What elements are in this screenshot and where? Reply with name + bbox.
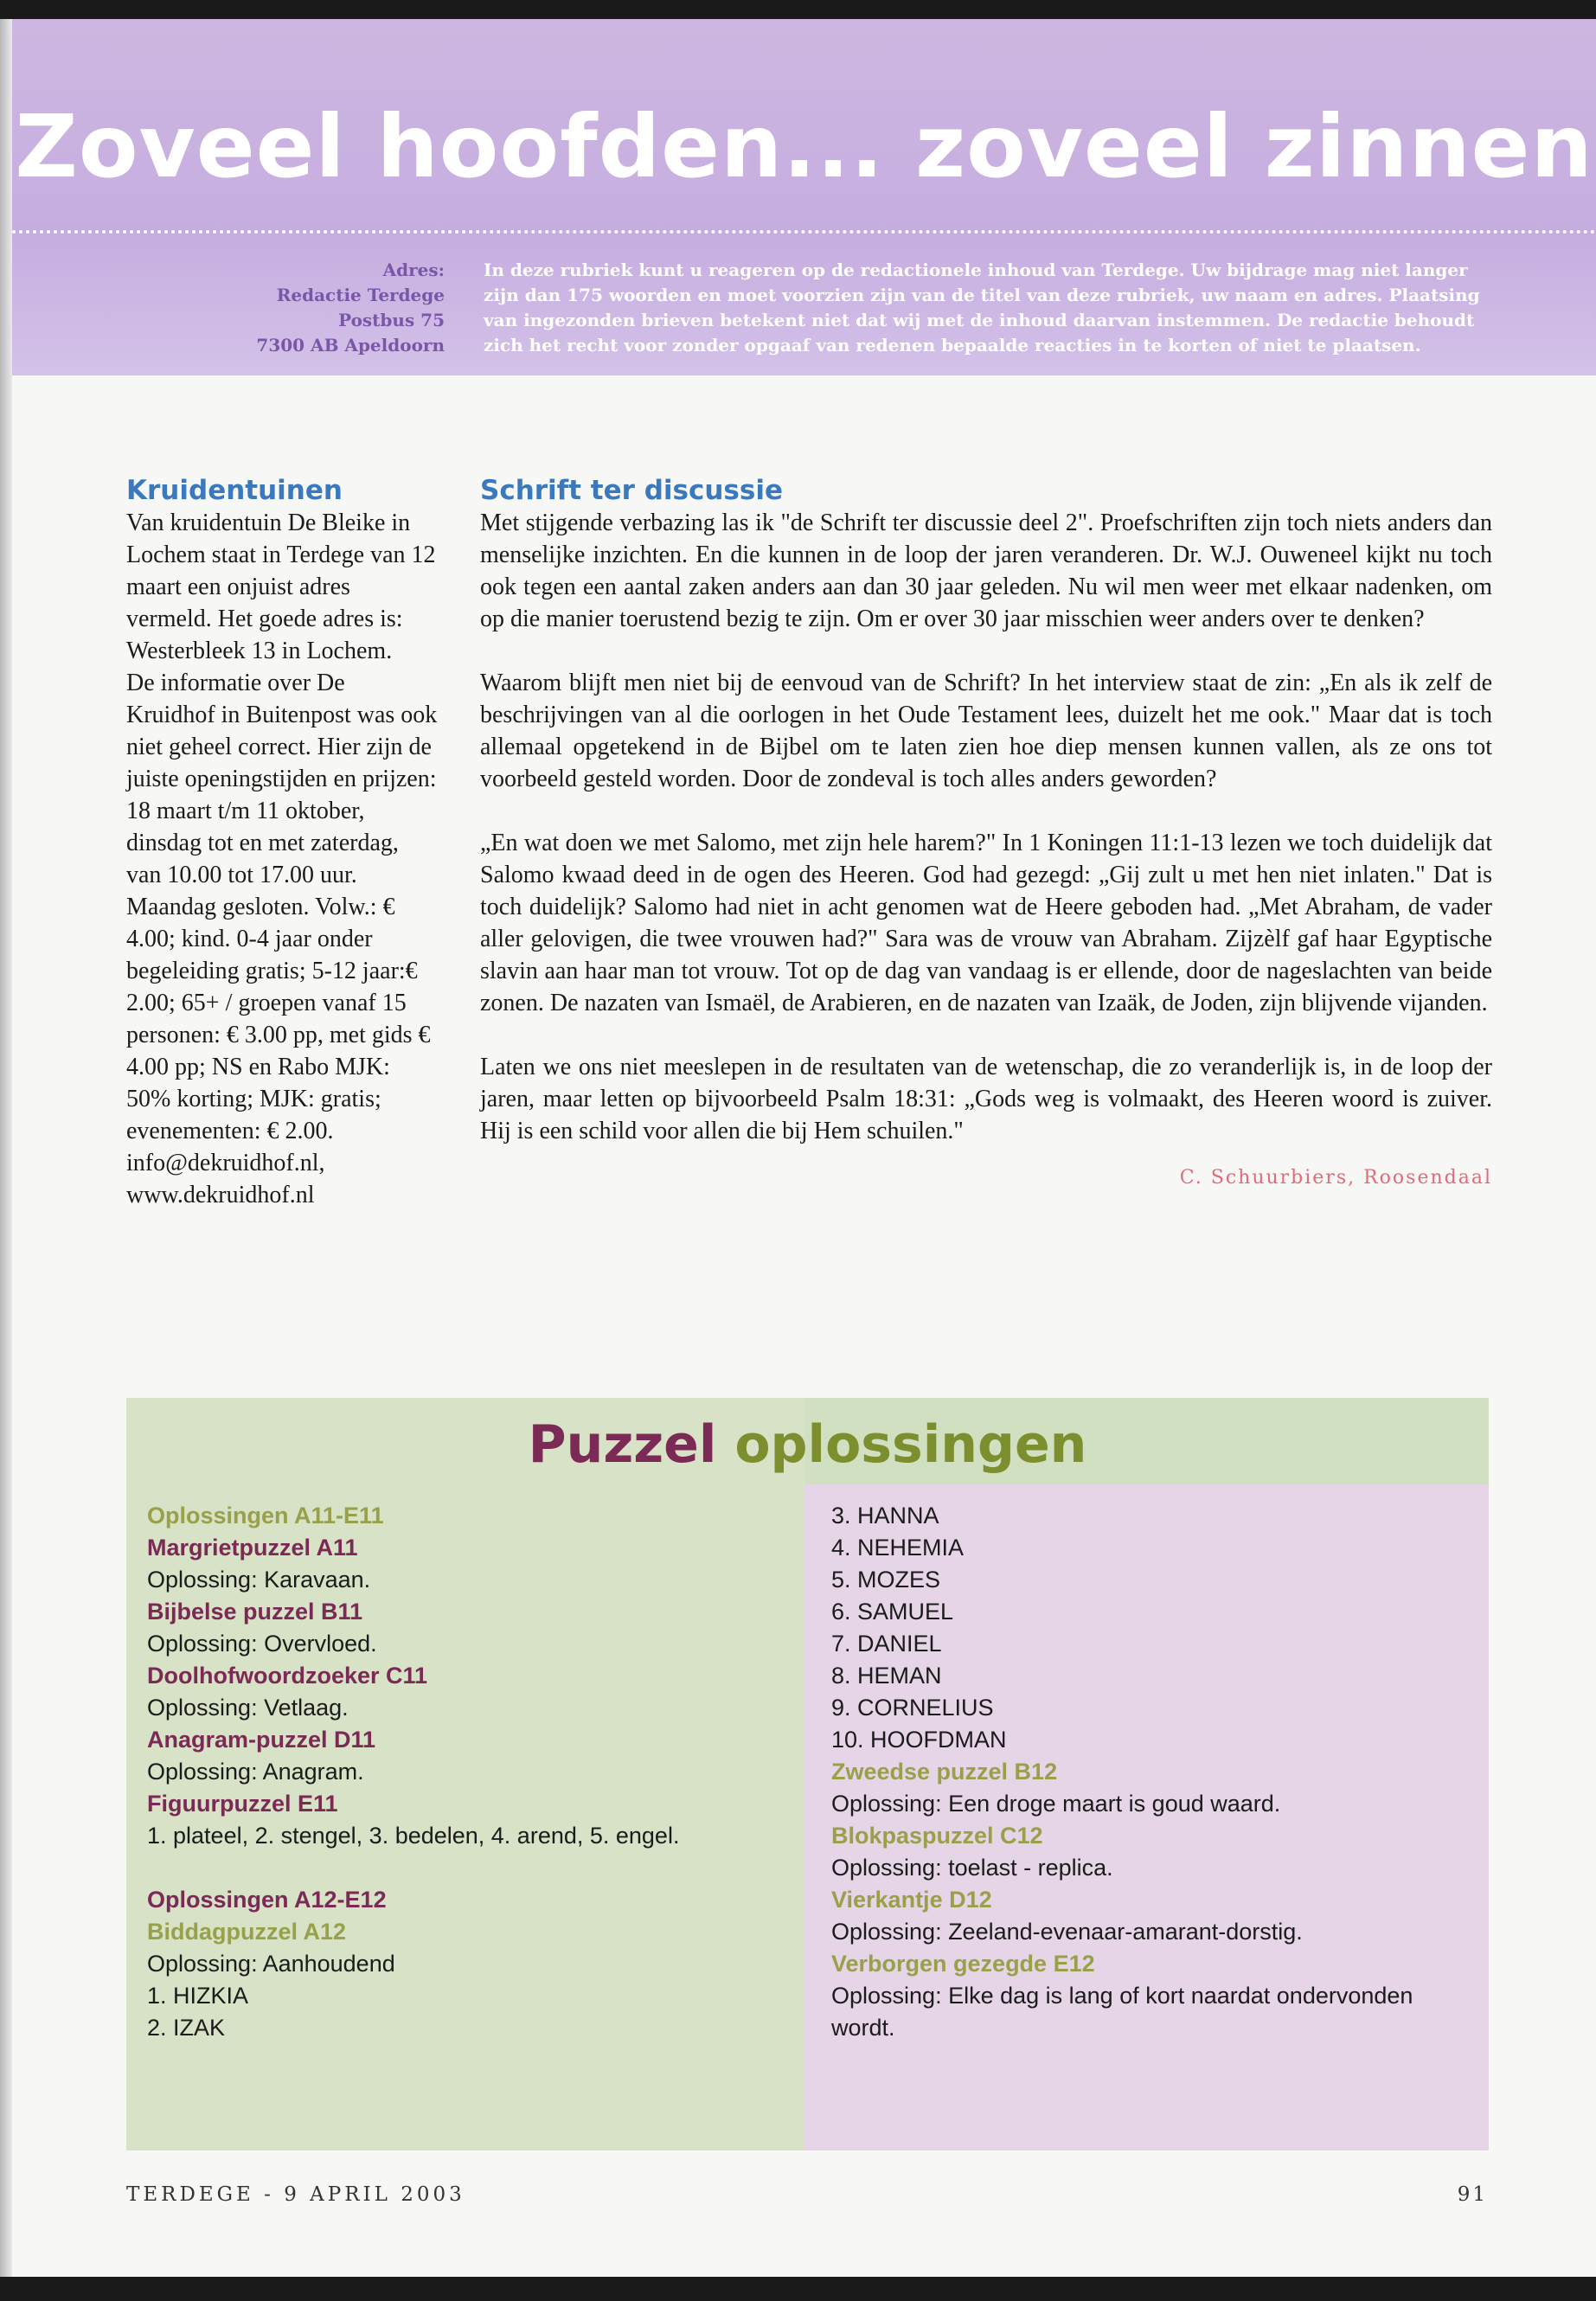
- solution-item: 2. IZAK: [147, 2015, 226, 2041]
- scan-edge-top: [0, 0, 1596, 19]
- puzzle-solutions-box: [126, 1398, 1489, 2150]
- solution-item: 1. HIZKIA: [147, 1983, 249, 2009]
- solution-text: Oplossing: Een droge maart is goud waard.: [831, 1791, 1281, 1817]
- puzzle-name: Bijbelse puzzel B11: [147, 1599, 363, 1625]
- solution-text: Oplossing: toelast - replica.: [831, 1855, 1113, 1881]
- address-line: 7300 AB Apeldoorn: [256, 335, 445, 356]
- puzzle-column-right: [831, 1500, 1471, 2044]
- puzzle-name: Blokpaspuzzel C12: [831, 1823, 1043, 1849]
- puzzle-name: Verborgen gezegde E12: [831, 1951, 1095, 1977]
- puzzle-name: Margrietpuzzel A11: [147, 1535, 358, 1561]
- puzzle-name: Anagram-puzzel D11: [147, 1727, 376, 1753]
- solution-text: Oplossing: Vetlaag.: [147, 1695, 349, 1721]
- article-heading: Schrift ter discussie: [480, 475, 783, 506]
- dotted-divider: [12, 230, 1596, 234]
- paragraph: Van kruidentuin De Bleike in Lochem staat in Terdege van 12 maart een onjuist adres vermeld. Het goede adres is: Westerbleek 13 in Lochem.: [126, 510, 436, 664]
- scan-edge-left: [0, 19, 12, 2277]
- article-body: [480, 507, 1492, 1147]
- puzzle-name: Vierkantje D12: [831, 1887, 992, 1913]
- puzzle-name: Figuurpuzzel E11: [147, 1791, 338, 1817]
- paragraph: „En wat doen we met Salomo, met zijn hele harem?" In 1 Koningen 11:1-13 lezen we toch duidelijk dat Salomo kwaad deed in de ogen des Heeren. God had gezegd: „Gij zult u met hen niet inlaten." Dat is toch duidelijk? Salomo had niet in acht genomen wat de Heere geboden had. „Met Abraham, de vader aller gelovigen, die twee vrouwen had?" Sara was de vrouw van Abraham. Zijzèlf gaf haar Egyptische slavin aan haar man tot vrouw. Tot op de dag van vandaag is er ellende, door de nageslachten van beide zonen. De nazaten van Ismaël, de Arabieren, en de nazaten van Izaäk, de Joden, zijn blijvende vijanden.: [480, 830, 1492, 1016]
- page-title: Zoveel hoofden... zoveel zinnen: [15, 96, 1593, 197]
- page-number: 91: [1457, 2183, 1488, 2206]
- spacer: [147, 1852, 787, 1884]
- solution-item: 4. NEHEMIA: [831, 1535, 965, 1561]
- solution-item: 10. HOOFDMAN: [831, 1727, 1007, 1753]
- solution-text: Oplossing: Aanhoudend: [147, 1951, 395, 1977]
- solution-item: 9. CORNELIUS: [831, 1695, 994, 1721]
- footer-publication: TERDEGE - 9 APRIL 2003: [126, 2183, 465, 2206]
- paragraph: De informatie over De Kruidhof in Buitenpost was ook niet geheel correct. Hier zijn de juiste openingstijden en prijzen: 18 maart t/m 11 oktober, dinsdag tot en met zaterdag, van 10.00 tot 17.00 uur. Maandag gesloten. Volw.: € 4.00; kind. 0-4 jaar onder begeleiding gratis; 5-12 jaar:€ 2.00; 65+ / groepen vanaf 15 personen: € 3.00 pp, met gids € 4.00 pp; NS en Rabo MJK: 50% korting; MJK: gratis; evenementen: € 2.00. info@dekruidhof.nl, www.dekruidhof.nl: [126, 670, 438, 1208]
- puzzle-title-word: Puzzel: [528, 1414, 717, 1475]
- solutions-header: Oplossingen A12-E12: [147, 1887, 387, 1913]
- puzzle-name: Zweedse puzzel B12: [831, 1759, 1058, 1785]
- solutions-header: Oplossingen A11-E11: [147, 1503, 384, 1529]
- address-block: [151, 258, 445, 358]
- solution-text: Oplossing: Anagram.: [147, 1759, 364, 1785]
- puzzle-title-word: oplossingen: [734, 1414, 1087, 1475]
- article-schrift-ter-discussie: [480, 474, 1492, 1189]
- rubric-intro: In deze rubriek kunt u reageren op de redactionele inhoud van Terdege. Uw bijdrage mag niet langer zijn dan 175 woorden en moet voorzien zijn van de titel van deze rubriek, uw naam en adres. Plaatsing van ingezonden brieven betekent niet dat wij met de inhoud daarvan instemmen. De redactie behoudt zich het recht voor zonder opgaaf van redenen bepaalde reacties in te korten of niet te plaatsen.: [484, 260, 1480, 356]
- paragraph: Waarom blijft men niet bij de eenvoud van de Schrift? In het interview staat de zin: „En als ik zelf de beschrijvingen van al die oorlogen in het Oude Testament lees, duizelt het me ook." Maar dat is toch allemaal opgetekend in de Bijbel om te laten zien hoe diep mensen kunnen vallen, als ze ons tot voorbeeld gesteld worden. Door de zondeval is toch alles anders geworden?: [480, 670, 1492, 792]
- address-line: Redactie Terdege: [276, 285, 445, 305]
- solution-item: 6. SAMUEL: [831, 1599, 954, 1625]
- solution-text: Oplossing: Karavaan.: [147, 1567, 371, 1593]
- puzzle-title: [126, 1415, 1489, 1474]
- solution-text: Oplossing: Overvloed.: [147, 1631, 377, 1657]
- paragraph: Met stijgende verbazing las ik "de Schrift ter discussie deel 2". Proefschriften zijn toch niets anders dan menselijke inzichten. En die kunnen in de loop der jaren veranderen. Dr. W.J. Ouweneel kijkt nu toch ook tegen een aantal zaken anders aan dan 30 jaar geleden. Nu wil men weer met elkaar nadenken, om op die manier toerustend bezig te zijn. Om er over 30 jaar misschien weer anders over te denken?: [480, 510, 1492, 632]
- article-heading: Kruidentuinen: [126, 475, 343, 506]
- article-kruidentuinen: [126, 474, 438, 1211]
- puzzle-name: Biddagpuzzel A12: [147, 1919, 347, 1945]
- puzzle-name: Doolhofwoordzoeker C11: [147, 1663, 428, 1689]
- puzzle-column-left: [147, 1500, 787, 2044]
- paragraph: Laten we ons niet meeslepen in de resultaten van de wetenschap, die zo veranderlijk is, in de loop der jaren, maar letten op bijvoorbeeld Psalm 18:31: „Gods weg is volmaakt, des Heeren woord is zuiver. Hij is een schild voor allen die bij Hem schuilen.": [480, 1054, 1492, 1144]
- solution-text: Oplossing: Zeeland-evenaar-amarant-dorstig.: [831, 1919, 1303, 1945]
- solution-item: 3. HANNA: [831, 1503, 939, 1529]
- article-body: [126, 507, 438, 1211]
- header-banner: [12, 19, 1596, 375]
- address-line: Adres:: [382, 260, 445, 280]
- solution-item: 8. HEMAN: [831, 1663, 942, 1689]
- solution-item: 7. DANIEL: [831, 1631, 942, 1657]
- solution-text: Oplossing: Elke dag is lang of kort naardat ondervonden wordt.: [831, 1983, 1413, 2041]
- solution-item: 5. MOZES: [831, 1567, 941, 1593]
- solution-text: 1. plateel, 2. stengel, 3. bedelen, 4. arend, 5. engel.: [147, 1823, 680, 1849]
- scan-edge-bottom: [0, 2277, 1596, 2301]
- author-signature: C. Schuurbiers, Roosendaal: [1179, 1167, 1492, 1189]
- address-line: Postbus 75: [338, 310, 445, 330]
